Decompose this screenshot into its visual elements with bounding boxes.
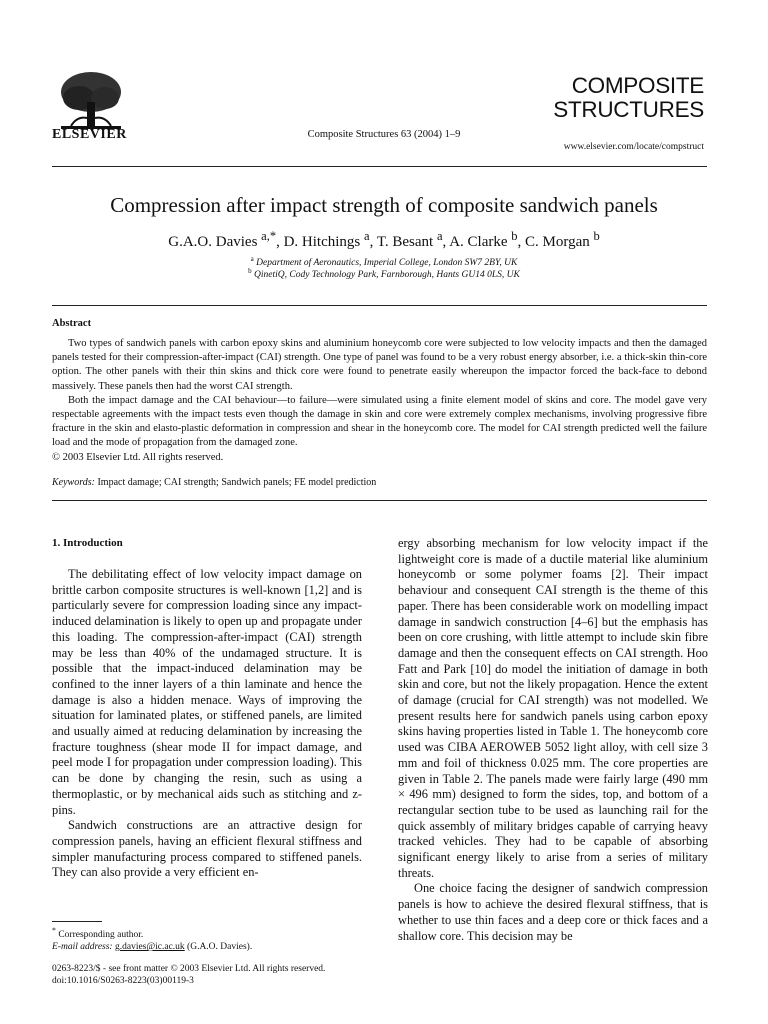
keywords [52, 477, 376, 488]
author-name: C. Morgan [525, 234, 590, 250]
left-column [52, 567, 362, 881]
front-matter-issn: 0263-8223/$ - see front matter © 2003 Elsevier Ltd. All rights reserved. [52, 964, 326, 974]
brand-line-2: STRUCTURES [553, 97, 704, 122]
footnote [52, 925, 252, 953]
brand-line-1: COMPOSITE [571, 73, 704, 98]
author-name: G.A.O. Davies [168, 234, 258, 250]
author-affil-mark: a [436, 229, 443, 243]
footnote-text: Corresponding author. [58, 930, 144, 941]
footnote-marker: * [52, 926, 56, 935]
journal-reference: Composite Structures 63 (2004) 1–9 [307, 129, 461, 140]
affiliation-text: Department of Aeronautics, Imperial College, London SW7 2BY, UK [256, 258, 518, 269]
abstract-bottom-rule [52, 500, 707, 501]
author-affil-mark: a,* [261, 229, 277, 243]
author-affil-mark: b [593, 229, 600, 243]
author-name: D. Hitchings [283, 234, 361, 250]
email-label: E-mail address: [52, 942, 113, 953]
author-name: A. Clarke [449, 234, 508, 250]
email-link[interactable]: g.davies@ic.ac.uk [114, 942, 185, 953]
author-affil-mark: a [364, 229, 370, 243]
affiliation-mark: b [248, 267, 252, 275]
keywords-label: Keywords: [52, 477, 95, 488]
journal-brand [553, 74, 704, 122]
front-matter [52, 963, 325, 987]
body-paragraph: ergy absorbing mechanism for low velocity impact if the lightweight core is made of a ductile material like aluminium honeycomb or some polymer foams [2]. Their impact behaviour and consequent CAI strength is the theme of this paper. There has been considerable work on modelling impact damage in sandwich construction [4–6] but the emphasis has been on core crushing, with little attempt to include skin fibre damage and then the consequent effects on CAI strength. Hoo Fatt and Park [10] do model the initiation of damage in both skin and core, but not the likely propagation. Hence the extent of damage (crucial for CAI strength) was not modelled. We present results here for sandwich panels using carbon epoxy skins having properties listed in Table 1. The honeycomb core used was CIBA AEROWEB 5052 light alloy, with cell size 3 mm and foil of thickness 0.025 mm. The core properties are given in Table 2. The panels made were fairly large (490 mm × 496 mm) designed to form the sides, top, and bottom of a rectangular section tube to be used as launching rail for the quick assembly of military bridges capable of carrying heavy tracked vehicles. They had to be capable of absorbing significant energy likely to arise from a series of military threats. [398, 536, 708, 880]
section-heading: 1. Introduction [52, 537, 123, 549]
front-matter-doi[interactable]: doi:10.1016/S0263-8223(03)00119-3 [52, 976, 194, 986]
author-name: T. Besant [376, 234, 434, 250]
copyright-line: © 2003 Elsevier Ltd. All rights reserved. [52, 451, 224, 463]
abstract-heading: Abstract [52, 318, 92, 329]
author-list: G.A.O. Davies $^{a,*}$, D. Hitchings $^a$, T. Besant $^a$, A. Clarke $^b$, C. Morgan $^b$ [168, 229, 600, 250]
body-paragraph: One choice facing the designer of sandwich compression panels is how to achieve the desired flexural stiffness, that is whether to use thin faces and a deep core or thick faces and a shallow core. This decision may be [398, 881, 708, 943]
abstract-body [52, 337, 707, 465]
affiliation-text: QinetiQ, Cody Technology Park, Farnborough, Hants GU14 0LS, UK [254, 270, 520, 281]
article-title: Compression after impact strength of composite sandwich panels [110, 193, 658, 217]
email-owner: (G.A.O. Davies). [187, 942, 253, 953]
body-paragraph: The debilitating effect of low velocity impact damage on brittle carbon composite structures is well-known [1,2] and is particularly severe for compression loading since any impact-induced delamination is likely to open up and propagate under this loading. The compression-after-impact (CAI) strength may be less than 40% of the undamaged structure. It is possible that the impact-induced delamination may be confined to the inner layers of a thin laminate and hence the damage is also a hidden menace. Ways of improving the situation for laminated plates, or stiffened panels, are limited and usually aimed at reducing delamination by increasing the fracture toughness (shear mode II for impact damage, and peel mode I for propagation under compression loading). This can be done by changing the resin, such as using a thermoplastic, or by mechanical aids such as stitching and z-pins. [52, 567, 362, 817]
abstract-paragraph: Two types of sandwich panels with carbon epoxy skins and aluminium honeycomb core were subjected to low velocity impacts and then the damaged panels tested for their compression-after-impact (CAI) strength. One type of panel was found to be a very robust energy absorber, i.e. a thick-skin thin-core option. The other panels with their thin skins and thick core were found to penetrate easily whereupon the impactor forced the back-face to debond massively. These panels then had the worst CAI strength. [52, 338, 707, 392]
author-affil-mark: b [511, 229, 518, 243]
body-paragraph: Sandwich constructions are an attractive design for compression panels, having an efficient flexural stiffness and simpler manufacturing process compared to stiffened panels. They can also provide a very efficient en- [52, 818, 362, 880]
footnote-rule [52, 921, 102, 922]
keywords-list: Impact damage; CAI strength; Sandwich panels; FE model prediction [97, 477, 377, 488]
abstract-top-rule [52, 305, 707, 306]
affiliation-mark: a [250, 255, 254, 263]
publisher-name: ELSEVIER [52, 127, 127, 142]
corresponding-author-note [52, 925, 252, 941]
right-column [398, 536, 708, 944]
email-line [52, 941, 252, 953]
header-rule [52, 166, 707, 167]
abstract-paragraph: Both the impact damage and the CAI behaviour—to failure—were simulated using a finite element model of skins and core. The model gave very respectable agreements with the impact tests even though the damage in skin and core were extremely complex mechanisms, involving progressive fibre fracture in the skin and elasto-plastic deformation in compression and shear in the honeycomb core. The model for CAI strength predicted well the failure load and the mode of propagation from the damaged zone. [52, 394, 707, 449]
affiliation [0, 267, 768, 280]
journal-url[interactable]: www.elsevier.com/locate/compstruct [563, 142, 704, 152]
